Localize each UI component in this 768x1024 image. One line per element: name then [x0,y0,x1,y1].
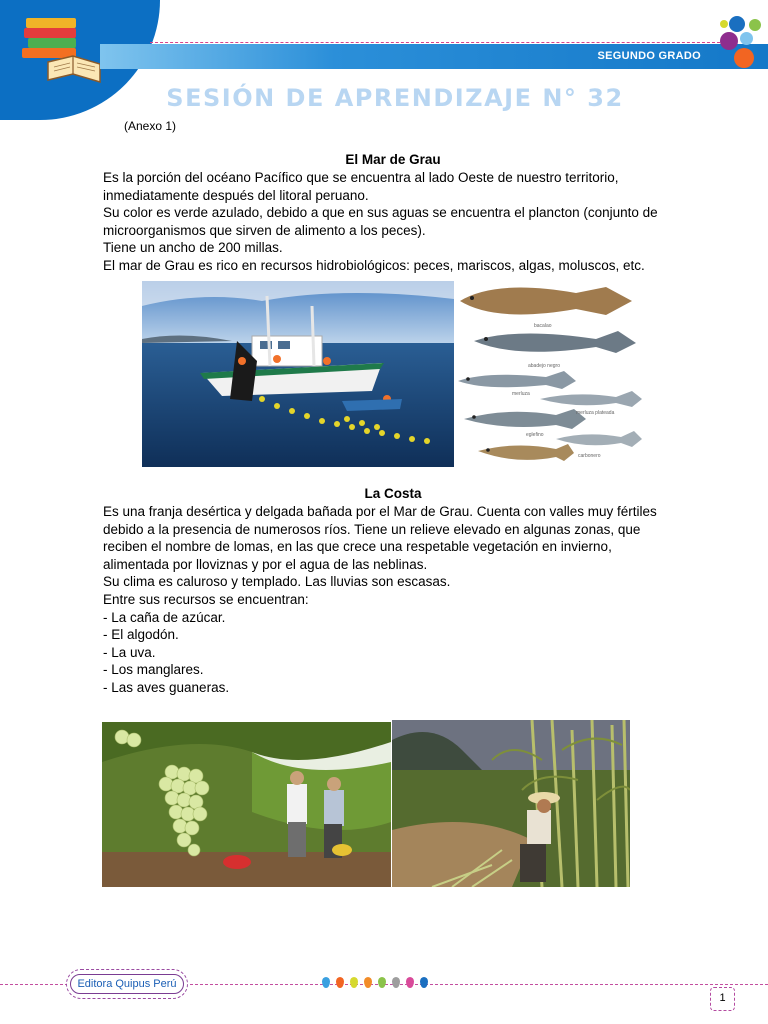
publisher-badge [66,969,188,999]
paragraph-line: microorganismos que sirven de alimento a los peces). [103,222,426,238]
fish-species-illustration [456,279,642,469]
fish-label: abadejo negro [528,363,560,369]
fish-label: eglefino [526,432,544,438]
fish-label: merluza plateada [576,410,615,416]
list-item: - La caña de azúcar. [103,609,226,625]
annex-label: (Anexo 1) [124,119,177,133]
sugar-cane-photo [392,720,630,887]
paragraph-line: Es la porción del océano Pacífico que se encuentra al lado Oeste de nuestro territorio, [103,170,619,185]
paragraph-line: Es una franja desértica y delgada bañada por el Mar de Grau. Cuenta con valles muy fértiles [103,504,657,519]
header-divider [150,42,720,43]
paragraph-line: reciben el nombre de lomas, en las que crece una respetable vegetación en invierno, [103,539,612,555]
paragraph-line: Su clima es caluroso y templado. Las lluvias son escasas. [103,574,451,590]
footer-decorative-drops [322,977,428,988]
paragraph-line: Tiene un ancho de 200 millas. [103,240,283,256]
page-number: 1 [710,987,735,1011]
paragraph-line: alimentada por lloviznas y por el agua de las neblinas. [103,556,428,572]
list-item: - Las aves guaneras. [103,679,230,695]
section-text-mar [103,169,703,275]
paragraph-line: Su color es verde azulado, debido a que en sus aguas se encuentra el plancton (conjunto de [103,205,658,221]
fish-label: merluza [512,391,530,397]
paragraph-line: El mar de Grau es rico en recursos hidrobiológicos: peces, mariscos, algas, moluscos, etc. [103,257,645,273]
section-heading-mar: El Mar de Grau [345,152,441,167]
fishing-boat-photo [142,281,454,467]
grape-harvest-photo [102,722,391,887]
list-item: - La uva. [103,644,156,660]
publisher-name: Editora Quipus Perú [70,974,183,994]
section-heading-costa: La Costa [364,486,422,501]
section-text-costa [103,503,703,697]
paragraph-line: inmediatamente después del litoral peruano. [103,187,369,203]
grade-label: SEGUNDO GRADO [597,50,701,62]
list-item: - El algodón. [103,627,179,643]
fish-label: bacalao [534,323,552,329]
books-icon [18,12,108,92]
page-title: SESIÓN DE APRENDIZAJE N° 32 [166,84,624,112]
paragraph-line: debido a la presencia de numerosos ríos. Tiene un relieve elevado en algunas zonas, que [103,521,641,537]
fish-label: carbonero [578,453,601,459]
list-item: - Los manglares. [103,662,204,678]
paragraph-line: Entre sus recursos se encuentran: [103,591,309,607]
